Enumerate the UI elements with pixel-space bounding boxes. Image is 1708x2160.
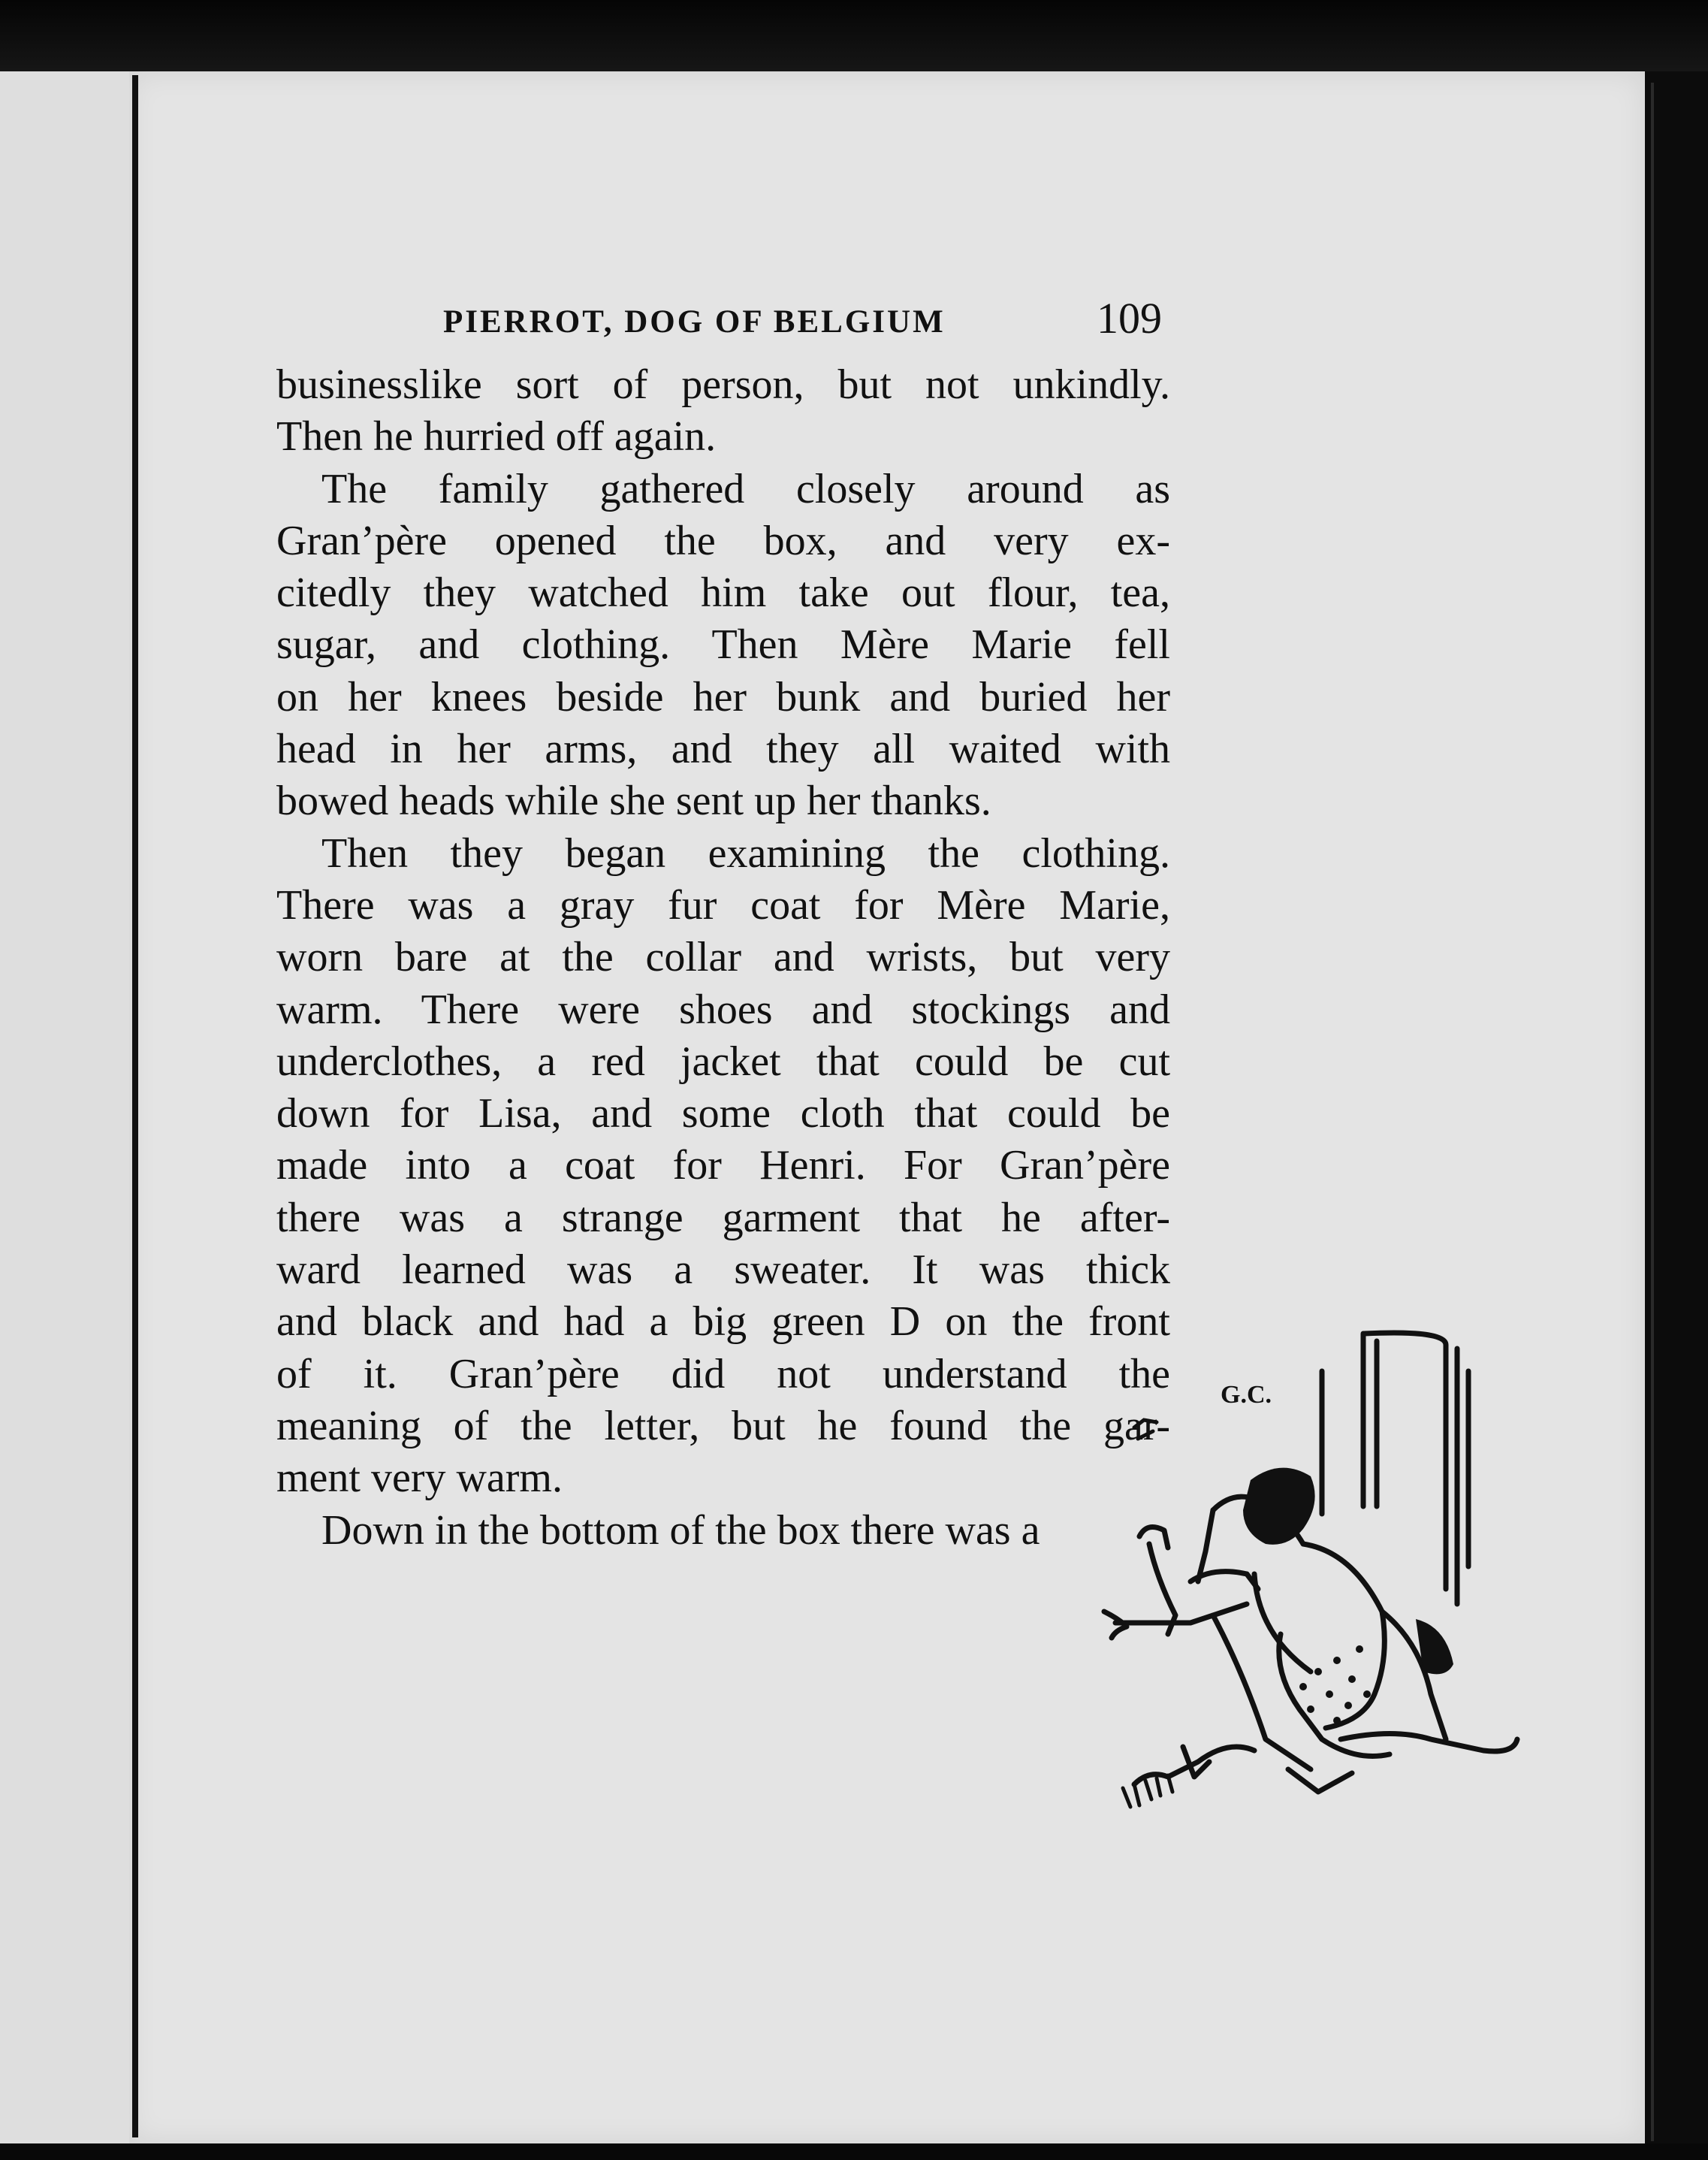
text-line: businesslike sort of person, but not unkindly. bbox=[276, 361, 1170, 408]
scan-top-border bbox=[0, 0, 1708, 71]
text-line: there was a strange garment that he after- bbox=[276, 1194, 1170, 1241]
text-line: ward learned was a sweater. It was thick bbox=[276, 1246, 1170, 1294]
text-line: Down in the bottom of the box there was a bbox=[321, 1506, 1040, 1554]
body-text bbox=[276, 359, 1170, 1557]
text-line: meaning of the letter, but he found the gar- bbox=[276, 1402, 1170, 1449]
text-line: worn bare at the collar and wrists, but very bbox=[276, 934, 1170, 981]
text-line: The family gathered closely around as bbox=[321, 465, 1170, 512]
text-line: Then they began examining the clothing. bbox=[321, 829, 1170, 877]
text-line: bowed heads while she sent up her thanks. bbox=[276, 778, 991, 825]
page-header bbox=[443, 293, 1194, 346]
scan-bottom-border bbox=[0, 2143, 1708, 2160]
text-line: ment very warm. bbox=[276, 1455, 563, 1502]
pen-illustration bbox=[1093, 1319, 1547, 1814]
text-line: Then he hurried off again. bbox=[276, 413, 717, 461]
left-page-margin bbox=[0, 71, 129, 2160]
text-line: and black and had a big green D on the front bbox=[276, 1298, 1170, 1346]
right-edge-line bbox=[1651, 83, 1654, 2141]
text-line: citedly they watched him take out flour, tea, bbox=[276, 569, 1170, 617]
page-gutter-line bbox=[132, 75, 138, 2137]
right-scan-edge bbox=[1645, 71, 1708, 2160]
child-at-box-drawing bbox=[1093, 1319, 1547, 1814]
running-title: PIERROT, DOG OF BELGIUM bbox=[443, 304, 946, 340]
text-line: warm. There were shoes and stockings and bbox=[276, 986, 1170, 1033]
page-number: 109 bbox=[1097, 294, 1162, 343]
text-line: made into a coat for Henri. For Gran’père bbox=[276, 1142, 1170, 1189]
text-line: underclothes, a red jacket that could be cut bbox=[276, 1038, 1170, 1085]
text-line: Gran’père opened the box, and very ex- bbox=[276, 517, 1170, 564]
text-line: down for Lisa, and some cloth that could be bbox=[276, 1090, 1170, 1137]
text-line: on her knees beside her bunk and buried her bbox=[276, 673, 1170, 721]
text-line: sugar, and clothing. Then Mère Marie fell bbox=[276, 621, 1170, 669]
text-line: of it. Gran’père did not understand the bbox=[276, 1350, 1170, 1397]
text-line: head in her arms, and they all waited with bbox=[276, 726, 1170, 773]
text-line: There was a gray fur coat for Mère Marie, bbox=[276, 881, 1170, 929]
artist-signature: G.C. bbox=[1221, 1381, 1272, 1409]
